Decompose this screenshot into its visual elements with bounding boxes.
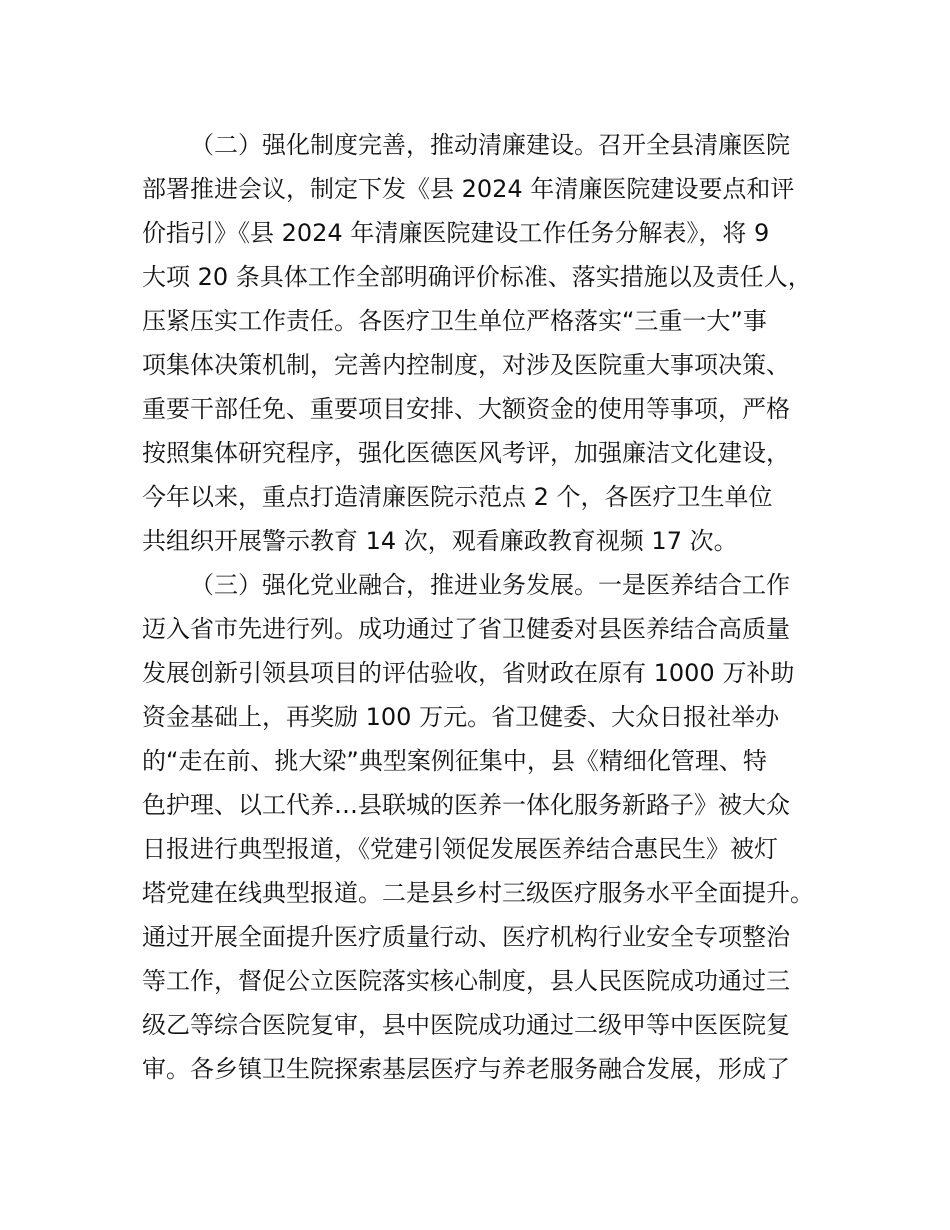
paragraph-line: 共组织开展警示教育 14 次，观看廉政教育视频 17 次。 [142,527,738,555]
paragraph-line: 价指引》《县 2024 年清廉医院建设工作任务分解表》，将 9 [142,219,770,247]
paragraph-line: 部署推进会议，制定下发《县 2024 年清廉医院建设要点和评 [142,175,795,203]
paragraph-line: 的“走在前、挑大梁”典型案例征集中，县《精细化管理、特 [142,747,767,775]
paragraph-line: 通过开展全面提升医疗质量行动、医疗机构行业安全专项整治 [142,923,790,951]
paragraph-line: 迈入省市先进行列。成功通过了省卫健委对县医养结合高质量 [142,615,790,643]
paragraph-line: 重要干部任免、重要项目安排、大额资金的使用等事项，严格 [142,395,790,423]
paragraph-line: 塔党建在线典型报道。二是县乡村三级医疗服务水平全面提升。 [142,879,814,907]
paragraph-line: 等工作，督促公立医院落实核心制度，县人民医院成功通过三 [142,967,790,995]
paragraph-line: 按照集体研究程序，强化医德医风考评，加强廉洁文化建设， [142,439,790,467]
paragraph-line: 审。各乡镇卫生院探索基层医疗与养老服务融合发展，形成了 [142,1055,790,1083]
paragraph-line: 项集体决策机制，完善内控制度，对涉及医院重大事项决策、 [142,351,790,379]
paragraph-line: （三）强化党业融合，推进业务发展。一是医养结合工作 [190,571,790,599]
paragraph-line: 日报进行典型报道，《党建引领促发展医养结合惠民生》被灯 [142,835,778,863]
paragraph-line: （二）强化制度完善，推动清廉建设。召开全县清廉医院 [190,131,790,159]
paragraph-line: 色护理、以工代养…县联城的医养一体化服务新路子》被大众 [142,791,790,819]
paragraph-line: 今年以来，重点打造清廉医院示范点 2 个，各医疗卫生单位 [142,483,773,511]
paragraph-line: 大项 20 条具体工作全部明确评价标准、落实措施以及责任人， [142,263,812,291]
paragraph-line: 资金基础上，再奖励 100 万元。省卫健委、大众日报社举办 [142,703,780,731]
paragraph-line: 发展创新引领县项目的评估验收，省财政在原有 1000 万补助 [142,659,795,687]
paragraph-line: 压紧压实工作责任。各医疗卫生单位严格落实“三重一大”事 [142,307,767,335]
paragraph-line: 级乙等综合医院复审，县中医院成功通过二级甲等中医医院复 [142,1011,790,1039]
